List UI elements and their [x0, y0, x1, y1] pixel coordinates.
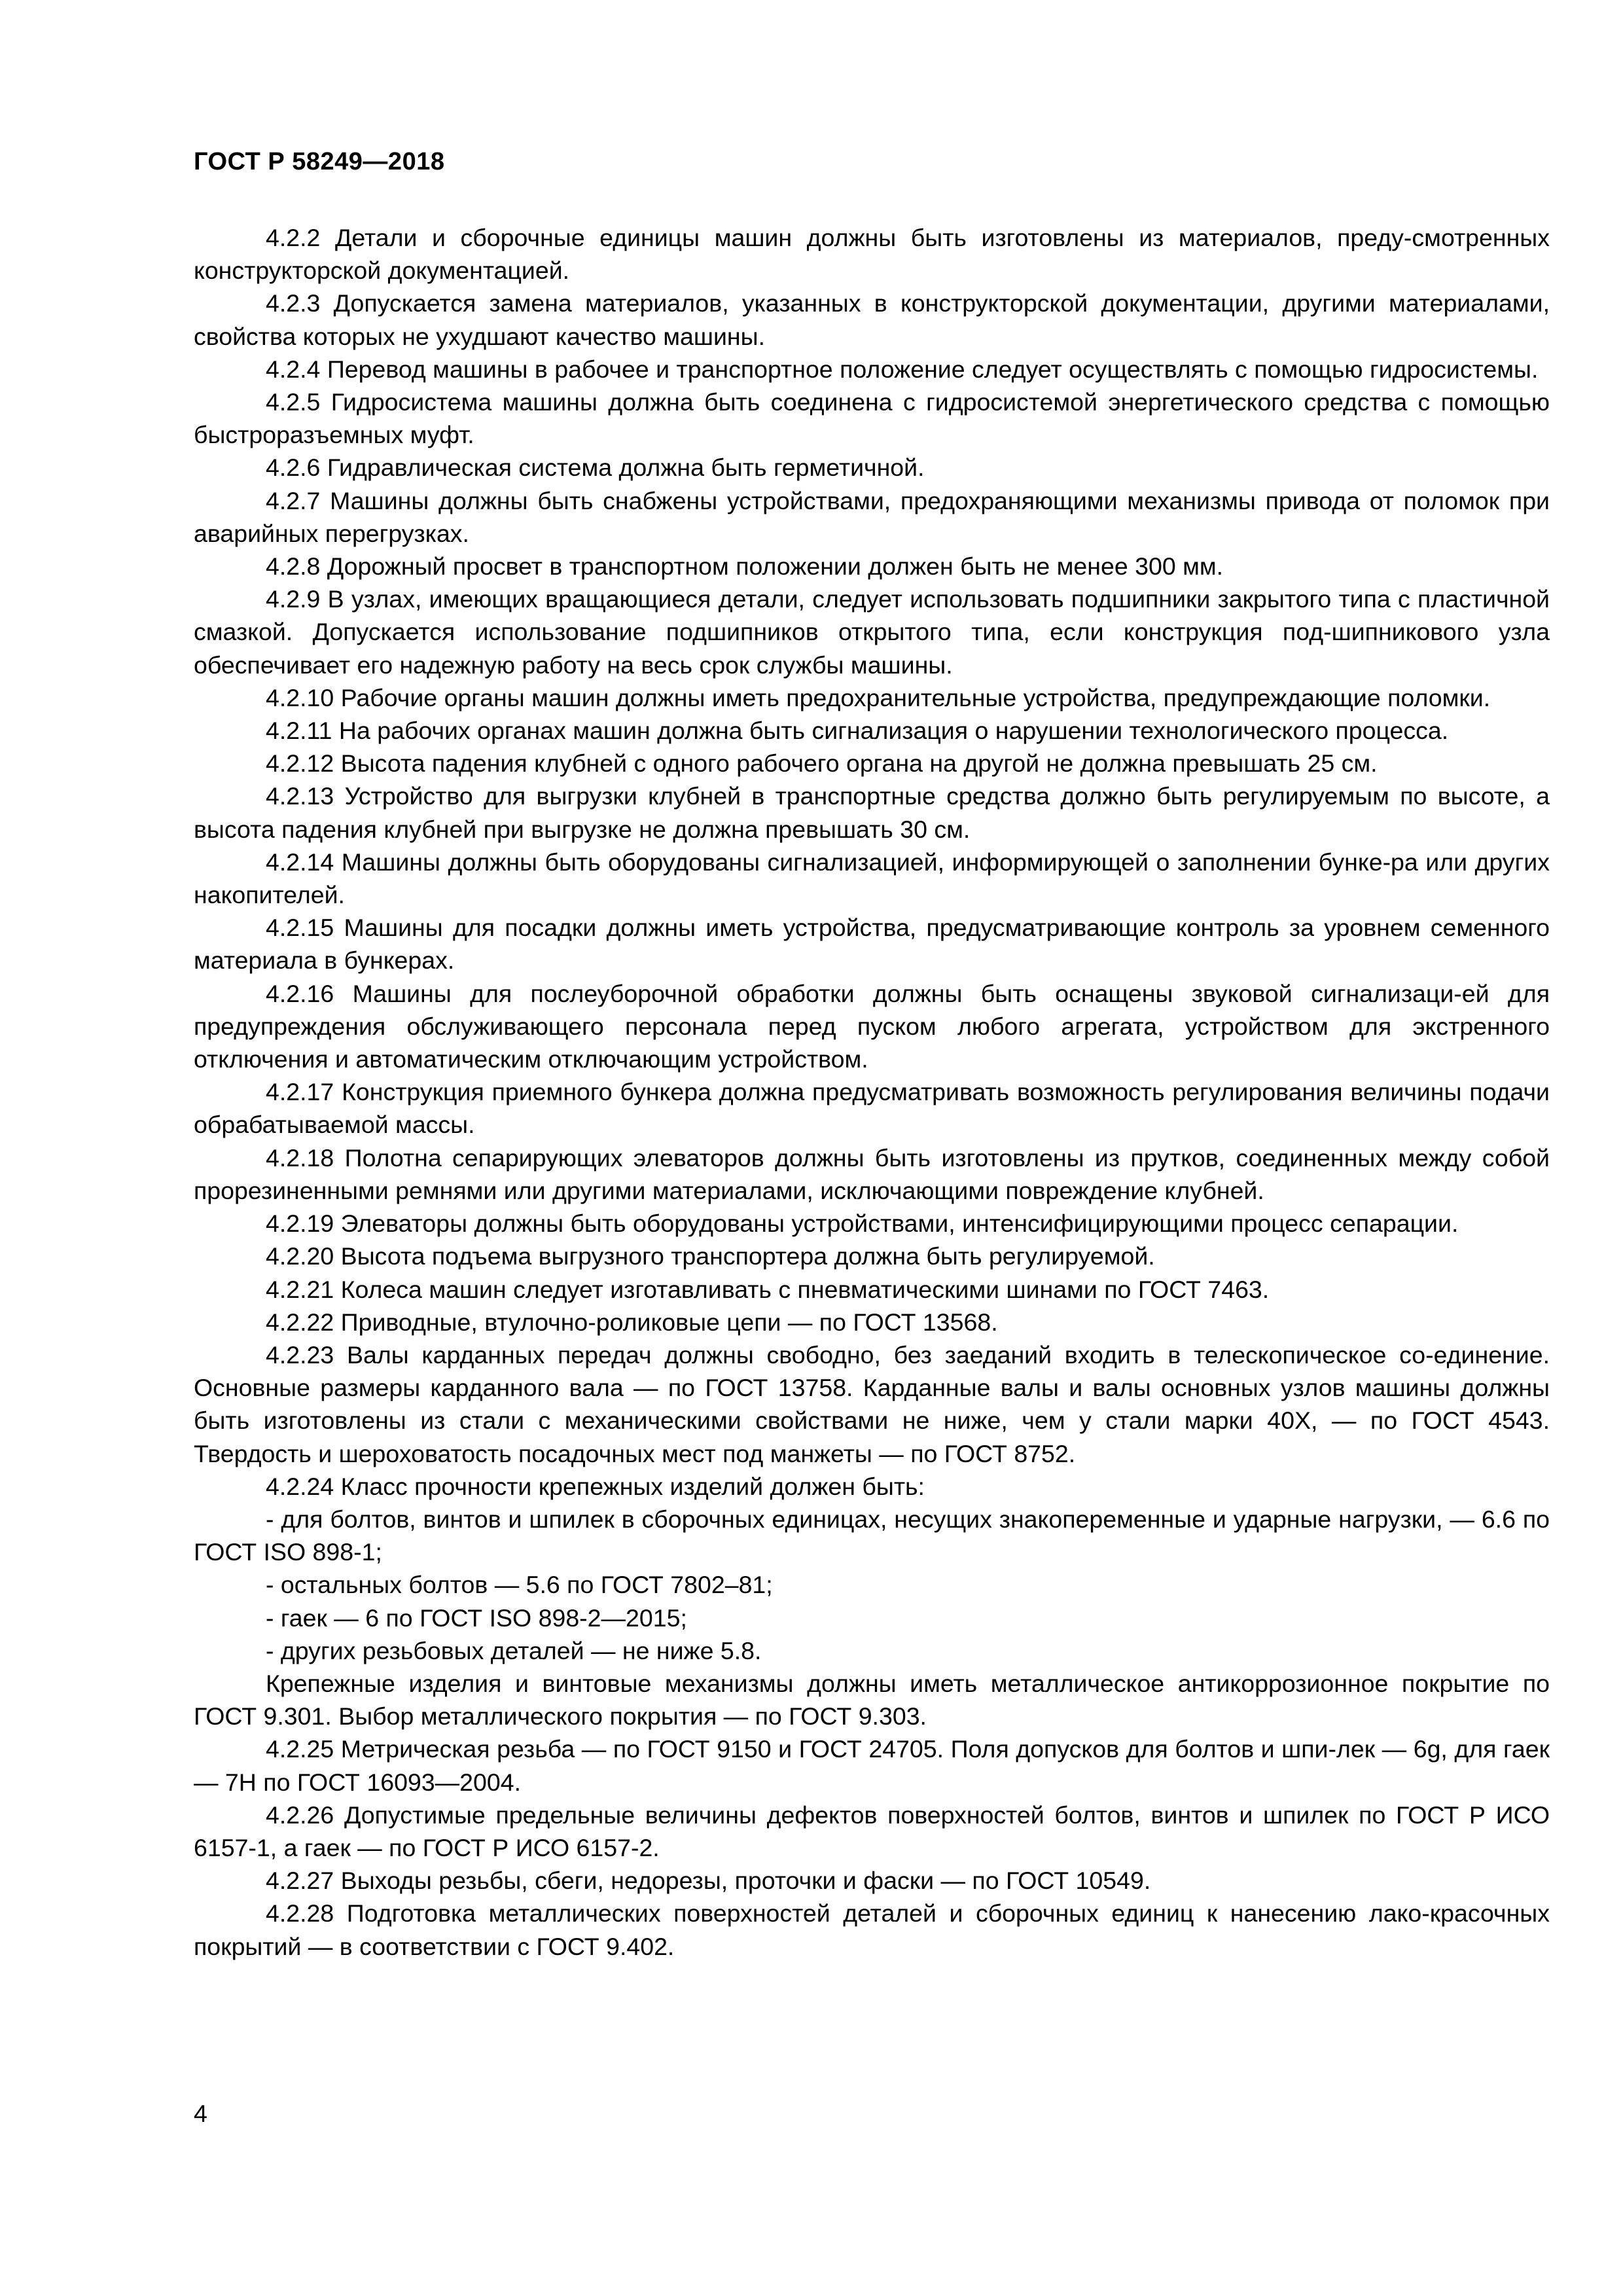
- list-item: - других резьбовых деталей — не ниже 5.8.: [266, 1636, 762, 1664]
- paragraph: 4.2.15 Машины для посадки должны иметь устройства, предусматривающие контроль за уровнем семенного материала в бункерах.: [194, 914, 1550, 975]
- paragraph: 4.2.8 Дорожный просвет в транспортном положении должен быть не менее 300 мм.: [266, 552, 1224, 581]
- paragraph: 4.2.12 Высота падения клубней с одного рабочего органа на другой не должна превышать 25 см.: [266, 749, 1378, 778]
- page-number: 4: [194, 2100, 207, 2127]
- paragraph: 4.2.3 Допускается замена материалов, указанных в конструкторской документации, другими материалами, свойства которых не ухудшают качество машины.: [194, 289, 1550, 350]
- paragraph: 4.2.14 Машины должны быть оборудованы сигнализацией, информирующей о заполнении бунке-ра или других накопителей.: [194, 848, 1550, 909]
- paragraph: 4.2.19 Элеваторы должны быть оборудованы устройствами, интенсифицирующими процесс сепарации.: [266, 1210, 1459, 1238]
- paragraph: 4.2.17 Конструкция приемного бункера должна предусматривать возможность регулирования величины подачи обрабатываемой массы.: [194, 1078, 1550, 1139]
- paragraph: 4.2.16 Машины для послеуборочной обработки должны быть оснащены звуковой сигнализаци-ей для предупреждения обслуживающего персонала перед пуском любого агрегата, устройством для экстренного отключения и автоматическим отключающим устройством.: [194, 979, 1550, 1073]
- paragraph: 4.2.4 Перевод машины в рабочее и транспортное положение следует осуществлять с помощью гидросистемы.: [266, 355, 1539, 383]
- list-item: - гаек — 6 по ГОСТ ISO 898-2—2015;: [266, 1604, 687, 1632]
- paragraph: 4.2.11 На рабочих органах машин должна быть сигнализация о нарушении технологического процесса.: [266, 717, 1449, 745]
- paragraph: 4.2.9 В узлах, имеющих вращающиеся детали, следует использовать подшипники закрытого типа с пластичной смазкой. Допускается использование подшипников открытого типа, если конструкция под-шипникового узла обеспечивает его надежную работу на весь срок службы машины.: [194, 585, 1550, 679]
- paragraph: 4.2.10 Рабочие органы машин должны иметь предохранительные устройства, предупреждающие поломки.: [266, 683, 1491, 711]
- list-item: - остальных болтов — 5.6 по ГОСТ 7802–81;: [266, 1571, 773, 1599]
- paragraph: 4.2.25 Метрическая резьба — по ГОСТ 9150 и ГОСТ 24705. Поля допусков для болтов и шпи-лек — 6g, для гаек — 7Н по ГОСТ 16093—2004.: [194, 1735, 1550, 1796]
- paragraph: 4.2.13 Устройство для выгрузки клубней в транспортные средства должно быть регулируемым по высоте, а высота падения клубней при выгрузке не должна превышать 30 см.: [194, 782, 1550, 843]
- paragraph: 4.2.20 Высота подъема выгрузного транспортера должна быть регулируемой.: [266, 1242, 1155, 1270]
- paragraph: 4.2.18 Полотна сепарирующих элеваторов должны быть изготовлены из прутков, соединенных между собой прорезиненными ремнями или другими материалами, исключающими повреждение клубней.: [194, 1143, 1550, 1204]
- paragraph: 4.2.28 Подготовка металлических поверхностей деталей и сборочных единиц к нанесению лако-красочных покрытий — в соответствии с ГОСТ 9.402.: [194, 1899, 1550, 1960]
- paragraph: 4.2.5 Гидросистема машины должна быть соединена с гидросистемой энергетического средства с помощью быстроразъемных муфт.: [194, 388, 1550, 449]
- paragraph: 4.2.24 Класс прочности крепежных изделий должен быть:: [266, 1472, 925, 1500]
- document-body: [194, 221, 1550, 1963]
- paragraph: Крепежные изделия и винтовые механизмы должны иметь металлическое антикоррозионное покрытие по ГОСТ 9.301. Выбор металлического покрытия — по ГОСТ 9.303.: [194, 1669, 1550, 1731]
- paragraph: 4.2.23 Валы карданных передач должны свободно, без заеданий входить в телескопическое со-единение. Основные размеры карданного вала — по ГОСТ 13758. Карданные валы и валы основных узлов машины должны быть изготовлены из стали с механическими свойствами не ниже, чем у стали марки 40Х, — по ГОСТ 4543. Твердость и шероховатость посадочных мест под манжеты — по ГОСТ 8752.: [194, 1340, 1550, 1467]
- paragraph: 4.2.2 Детали и сборочные единицы машин должны быть изготовлены из материалов, преду-смотренных конструкторской документацией.: [194, 224, 1550, 285]
- document-header: ГОСТ Р 58249—2018: [194, 148, 445, 175]
- paragraph: 4.2.26 Допустимые предельные величины дефектов поверхностей болтов, винтов и шпилек по ГОСТ Р ИСО 6157-1, а гаек — по ГОСТ Р ИСО 6157-2.: [194, 1801, 1550, 1861]
- paragraph: 4.2.21 Колеса машин следует изготавливать с пневматическими шинами по ГОСТ 7463.: [266, 1275, 1270, 1303]
- list-item: - для болтов, винтов и шпилек в сборочных единицах, несущих знакопеременные и ударные нагрузки, — 6.6 по ГОСТ ISO 898-1;: [194, 1505, 1550, 1566]
- paragraph: 4.2.27 Выходы резьбы, сбеги, недорезы, проточки и фаски — по ГОСТ 10549.: [266, 1867, 1151, 1895]
- paragraph: 4.2.6 Гидравлическая система должна быть герметичной.: [266, 454, 925, 482]
- paragraph: 4.2.7 Машины должны быть снабжены устройствами, предохраняющими механизмы привода от поломок при аварийных перегрузках.: [194, 486, 1550, 547]
- paragraph: 4.2.22 Приводные, втулочно-роликовые цепи — по ГОСТ 13568.: [266, 1308, 998, 1336]
